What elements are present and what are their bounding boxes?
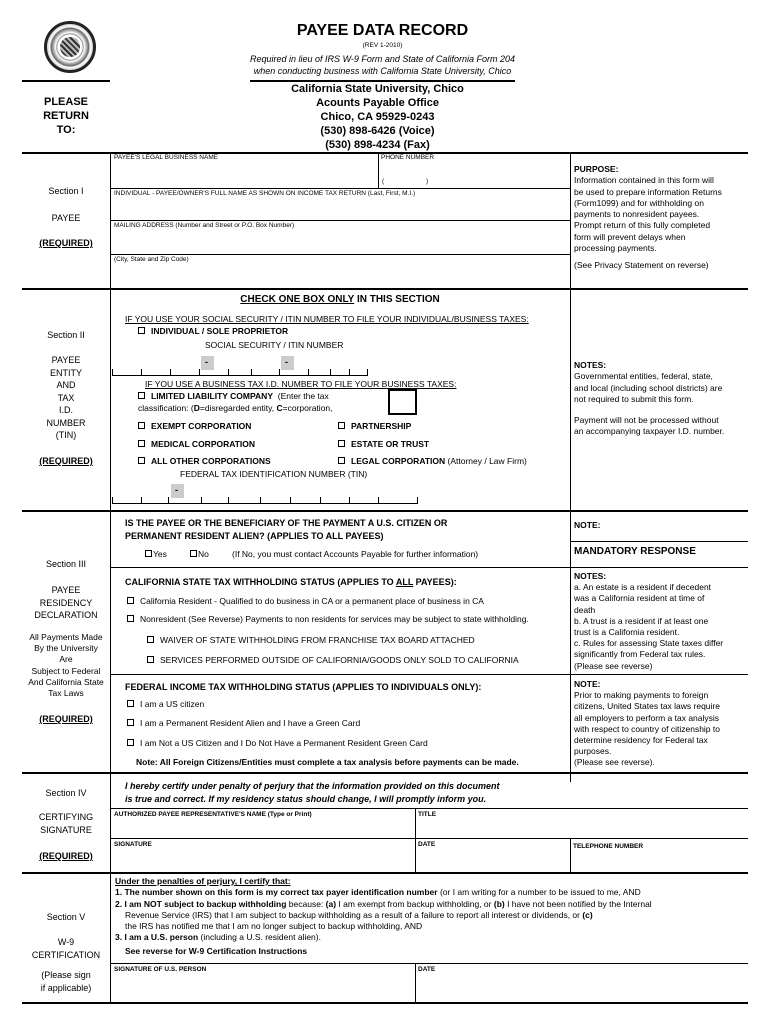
certification-line-2: is true and correct. If my residency status should change, I will promptly inform you. [125, 794, 487, 804]
section-3-notes-7: significantly from Federal tax rules. [574, 649, 706, 660]
medical-corp-label: MEDICAL CORPORATION [151, 439, 256, 449]
section-2-required: (REQUIRED) [39, 456, 93, 466]
citizenship-question-1: IS THE PAYEE OR THE BENEFICIARY OF THE PAYMENT A U.S. CITIZEN OR [125, 518, 448, 528]
llc-note-2b: D [193, 403, 200, 413]
section-3-notes-8: (Please see reverse) [574, 660, 653, 671]
university-seal-logo [44, 21, 96, 73]
purpose-line-4: payments to nonresident payees. [574, 209, 700, 220]
phone-label: PHONE NUMBER [381, 154, 435, 161]
section-3-notes-2: was a California resident at time of [574, 593, 705, 604]
section-3-small-5: And California State [28, 676, 104, 687]
note-label: NOTE: [574, 520, 601, 530]
w9-item-2d: I am exempt from backup withholding, or [336, 898, 494, 909]
section-3-small-3: Are [59, 654, 73, 665]
not-us-option[interactable] [127, 738, 428, 748]
date-label: DATE [418, 841, 436, 848]
section-3-sub-2: RESIDENCY [39, 597, 93, 608]
phone-paren-close: ) [426, 178, 429, 185]
federal-note-2: citizens, United States tax laws require [574, 701, 720, 712]
section-2-sub-7: (TIN) [55, 430, 77, 440]
mailing-address-label: MAILING ADDRESS (Number and Street or P.O. Box Number) [114, 222, 295, 229]
certification-statement [125, 780, 500, 806]
other-corp-label: ALL OTHER CORPORATIONS [151, 456, 271, 466]
estate-trust-checkbox[interactable] [338, 440, 345, 447]
estate-trust-option[interactable] [338, 439, 429, 449]
mailing-address-field[interactable] [112, 230, 568, 252]
full-name-label: INDIVIDUAL - PAYEE/OWNER'S FULL NAME AS SHOWN ON INCOME TAX RETURN (Last, First, M.I.) [114, 190, 416, 197]
foreign-citizens-note: Note: All Foreign Citizens/Entities must complete a tax analysis before payments can be made. [136, 757, 519, 767]
w9-see-reverse: See reverse for W-9 Certification Instructions [125, 945, 308, 956]
purpose-line-1: Information contained in this form will [574, 175, 714, 186]
certification-line-1: I hereby certify under penalty of perjury that the information provided on this document [125, 781, 500, 791]
section-3-notes-5: trust is a California resident. [574, 627, 680, 638]
section-3-notes-4: b. A trust is a resident if at least one [574, 615, 709, 626]
legal-corp-option[interactable] [338, 456, 527, 466]
purpose-line-6: form will prevent delays when [574, 231, 686, 242]
section-3-notes-3: death [574, 604, 596, 615]
section-3-sub [22, 584, 110, 622]
exempt-corp-label: EXEMPT CORPORATION [151, 421, 252, 431]
section-5-title: Section V [46, 912, 86, 922]
privacy-statement-note: (See Privacy Statement on reverse) [574, 260, 709, 271]
w9-date-field[interactable] [417, 974, 747, 1000]
section-2-sub-3: AND [56, 380, 76, 390]
citizenship-question-2: PERMANENT RESIDENT ALIEN? (APPLIES TO ALL PAYEES) [125, 530, 384, 541]
us-person-signature-label: SIGNATURE OF U.S. PERSON [114, 966, 207, 973]
section-3-tax-law-note [22, 632, 110, 699]
w9-item-2b: because: [286, 898, 326, 909]
section-2-sub-5: I.D. [58, 405, 73, 415]
fein-input-field[interactable] [110, 484, 420, 504]
purpose-text [574, 164, 748, 272]
section-2-sub [22, 354, 110, 442]
legal-corp-note: (Attorney / Law Firm) [445, 456, 527, 466]
purpose-line-7: processing payments. [574, 243, 657, 254]
nonresident-checkbox[interactable] [127, 615, 134, 622]
fein-dash: - [175, 485, 178, 495]
llc-classification-box[interactable] [388, 389, 417, 415]
llc-note-2c: =disregarded entity, [199, 403, 277, 413]
us-person-signature-field[interactable] [112, 974, 412, 1000]
ssn-dash-2: - [285, 357, 288, 367]
partnership-option[interactable] [338, 421, 411, 431]
section-5-sub-2: CERTIFICATION [31, 949, 101, 960]
llc-classification-note [138, 403, 333, 413]
section-2-notes-2: and local (including school districts) are [574, 382, 723, 393]
city-state-zip-label: (City, State and Zip Code) [114, 256, 189, 263]
return-address-line-4: (530) 898-6426 (Voice) [320, 125, 435, 137]
section-3-small-2: By the University [34, 643, 98, 654]
purpose-line-5: Prompt return of this fully completed [574, 220, 711, 231]
medical-corp-option[interactable] [138, 439, 255, 449]
return-to-label-1: PLEASE [43, 96, 88, 108]
w9-item-3b: (including a U.S. resident alien). [198, 932, 321, 943]
federal-note-6: purposes. [574, 746, 612, 757]
individual-option[interactable] [138, 326, 288, 336]
return-address [245, 82, 510, 152]
section-4-sub-1: CERTIFYING [38, 812, 94, 822]
if-no-note: (If No, you must contact Accounts Payable for further information) [232, 549, 479, 559]
tin-instruction: IF YOU USE A BUSINESS TAX I.D. NUMBER TO FILE YOUR BUSINESS TAXES: [145, 379, 457, 389]
no-checkbox[interactable] [190, 550, 197, 557]
partnership-label: PARTNERSHIP [351, 421, 412, 431]
form-title: PAYEE DATA RECORD [296, 22, 469, 39]
services-outside-checkbox[interactable] [147, 656, 154, 663]
us-citizen-option[interactable] [127, 699, 204, 709]
federal-note [574, 679, 748, 769]
section-2-notes-4: Payment will not be processed without [574, 415, 719, 426]
check-one-box-rest: IN THIS SECTION [354, 294, 440, 305]
w9-item-1a: 1. The number shown on this form is my correct tax payer identification number [115, 887, 438, 898]
w9-item-1b: (or I am writing for a number to be issued to me, AND [437, 887, 641, 898]
telephone-label: TELEPHONE NUMBER [573, 843, 644, 850]
section-1-required: (REQUIRED) [39, 238, 93, 248]
federal-note-3: all employers to perform a tax analysis [574, 712, 720, 723]
ca-withholding-heading [125, 577, 457, 587]
return-address-line-5: (530) 898-4234 (Fax) [325, 139, 430, 151]
federal-note-5: determine residency for Federal tax [574, 735, 708, 746]
section-2-sub-6: NUMBER [46, 417, 86, 428]
purpose-title: PURPOSE: [574, 164, 619, 174]
legal-corp-checkbox[interactable] [338, 457, 345, 464]
w9-penalties: Under the penalties of perjury, I certify that: [115, 876, 291, 886]
section-3-notes-6: c. Rules for assessing State taxes differ [574, 638, 724, 649]
ca-resident-option[interactable] [127, 596, 484, 606]
llc-note-1: (Enter the tax [277, 391, 329, 401]
citizenship-question [125, 517, 447, 542]
section-3-small-6: Tax Laws [48, 688, 84, 699]
individual-option-label: INDIVIDUAL / SOLE PROPRIETOR [151, 326, 289, 336]
llc-label: LIMITED LIABILITY COMPANY [151, 391, 273, 401]
section-2-notes-title: NOTES: [574, 360, 607, 370]
form-revision: (REV 1-2010) [362, 42, 403, 49]
section-5-sub-4: if applicable) [40, 982, 92, 993]
section-2-notes-1: Governmental entities, federal, state, [574, 371, 713, 382]
section-4-sub [22, 811, 110, 836]
section-3-notes-title: NOTES: [574, 571, 607, 581]
signature-field[interactable] [112, 848, 412, 870]
return-address-line-3: Chico, CA 95929-0243 [320, 111, 435, 123]
w9-item-2i: the IRS has notified me that I am no longer subject to backup withholding, AND [125, 921, 423, 932]
return-address-line-2: Acounts Payable Office [316, 97, 439, 109]
section-3-required: (REQUIRED) [39, 714, 93, 724]
return-to-label-3: TO: [56, 123, 76, 136]
perm-resident-checkbox[interactable] [127, 719, 134, 726]
nonresident-option[interactable] [127, 614, 529, 624]
signature-label: SIGNATURE [114, 841, 152, 848]
partnership-checkbox[interactable] [338, 422, 345, 429]
form-subtitle-1: Required in lieu of IRS W-9 Form and State of California Form 204 [250, 54, 515, 64]
form-subtitle-2: when conducting business with California State University, Chico [253, 66, 512, 76]
full-name-field[interactable] [112, 198, 568, 218]
individual-checkbox[interactable] [138, 327, 145, 334]
section-2-sub-2: ENTITY [49, 367, 82, 378]
us-citizen-label: I am a US citizen [140, 699, 205, 709]
yes-label: Yes [153, 549, 167, 559]
city-state-zip-field[interactable] [112, 264, 568, 284]
check-one-box-heading [110, 294, 570, 305]
rep-name-field[interactable] [112, 818, 412, 836]
estate-trust-label: ESTATE OR TRUST [351, 439, 430, 449]
w9-item-2f: I have not been notified by the Internal [504, 898, 652, 909]
nonresident-label: Nonresident (See Reverse) Payments to non residents for services may be subject to state withholding. [140, 614, 529, 624]
section-3-title: Section III [45, 559, 87, 569]
medical-corp-checkbox[interactable] [138, 440, 145, 447]
section-2-sub-4: TAX [57, 392, 75, 403]
purpose-line-2: be used to prepare information Returns [574, 186, 722, 197]
section-3-small-4: Subject to Federal [31, 665, 101, 676]
title-field[interactable] [417, 818, 747, 836]
section-2-title: Section II [47, 330, 85, 340]
us-citizen-checkbox[interactable] [127, 700, 134, 707]
other-corp-checkbox[interactable] [138, 457, 145, 464]
legal-name-label: PAYEE'S LEGAL BUSINESS NAME [114, 154, 219, 161]
ca-resident-checkbox[interactable] [127, 597, 134, 604]
section-4-required: (REQUIRED) [39, 851, 93, 861]
legal-corp-label: LEGAL CORPORATION [351, 456, 446, 466]
mandatory-response: MANDATORY RESPONSE [574, 546, 696, 557]
exempt-corp-option[interactable] [138, 421, 251, 431]
llc-checkbox[interactable] [138, 392, 145, 399]
w9-date-label: DATE [418, 966, 436, 973]
section-2-notes [574, 360, 748, 438]
ssn-dash-1: - [205, 357, 208, 367]
other-corp-option[interactable] [138, 456, 271, 466]
no-label: No [198, 549, 209, 559]
return-to-label [22, 96, 110, 137]
section-5-sub-1: W-9 [57, 937, 75, 947]
ssn-label: SOCIAL SECURITY / ITIN NUMBER [205, 340, 344, 350]
ca-title-b: ALL [395, 577, 414, 587]
w9-item-2g: Revenue Service (IRS) that I am subject to backup withholding as a result of a failure to report all interest or dividends, or [125, 909, 583, 920]
w9-item-2c: (a) [325, 898, 337, 909]
services-outside-label: SERVICES PERFORMED OUTSIDE OF CALIFORNIA/GOODS ONLY SOLD TO CALIFORNIA [160, 655, 519, 665]
section-4-title: Section IV [45, 788, 87, 798]
federal-note-1: Prior to making payments to foreign [574, 690, 709, 701]
title-label: TITLE [418, 811, 437, 818]
section-3-small-1: All Payments Made [29, 632, 103, 642]
federal-withholding-heading: FEDERAL INCOME TAX WITHHOLDING STATUS (APPLIES TO INDIVIDUALS ONLY): [125, 682, 482, 692]
legal-name-field[interactable] [112, 162, 376, 186]
section-3-sub-3: DECLARATION [34, 610, 98, 620]
section-3-sub-1: PAYEE [51, 585, 81, 595]
section-1-sub: PAYEE [51, 213, 81, 223]
llc-note-2e: =corporation, [282, 403, 333, 413]
not-us-label: I am Not a US Citizen and I Do Not Have a Permanent Resident Green Card [140, 738, 428, 748]
yes-checkbox[interactable] [145, 550, 152, 557]
section-3-notes-1: a. An estate is a resident if decedent [574, 582, 712, 593]
w9-certification-text [115, 876, 745, 957]
ca-resident-label: California Resident - Qualified to do business in CA or a permanent place of business in CA [140, 596, 484, 606]
federal-note-4: with respect to country of citizenship to [574, 723, 720, 734]
federal-note-7: (Please see reverse). [574, 757, 655, 768]
ca-title-c: PAYEES): [413, 577, 457, 587]
llc-note-2a: classification: ( [138, 403, 194, 413]
ssn-input-field[interactable] [110, 356, 370, 376]
waiver-option[interactable] [147, 635, 475, 645]
not-us-checkbox[interactable] [127, 739, 134, 746]
ca-title-a: CALIFORNIA STATE TAX WITHHOLDING STATUS (APPLIES TO [125, 577, 396, 587]
purpose-line-3: (Form1099) and for withholding on [574, 197, 704, 208]
llc-option[interactable] [138, 391, 329, 401]
check-one-box-emphasis: CHECK ONE BOX ONLY [240, 294, 355, 305]
phone-paren-open: ( [382, 178, 385, 185]
section-2-notes-3: not required to submit this form. [574, 393, 694, 404]
return-address-line-1: California State University, Chico [291, 83, 464, 95]
fein-label: FEDERAL TAX IDENTIFICATION NUMBER (TIN) [180, 469, 368, 479]
waiver-label: WAIVER OF STATE WITHHOLDING FROM FRANCHISE TAX BOARD ATTACHED [160, 635, 475, 645]
section-3-notes [574, 571, 748, 672]
perm-resident-label: I am a Permanent Resident Alien and I have a Green Card [140, 718, 361, 728]
waiver-checkbox[interactable] [147, 636, 154, 643]
return-to-label-2: RETURN [43, 109, 89, 122]
section-4-sub-2: SIGNATURE [40, 824, 92, 835]
perm-resident-option[interactable] [127, 718, 360, 728]
ssn-instruction: IF YOU USE YOUR SOCIAL SECURITY / ITIN NUMBER TO FILE YOUR INDIVIDUAL/BUSINESS TAXES: [125, 314, 529, 324]
section-2-notes-5: an accompanying taxpayer I.D. number. [574, 426, 725, 437]
rep-name-label: AUTHORIZED PAYEE REPRESENTATIVE'S NAME (Type or Print) [114, 811, 312, 818]
federal-note-title: NOTE: [574, 679, 601, 689]
no-option[interactable] [190, 549, 209, 559]
section-2-sub-1: PAYEE [51, 355, 81, 365]
llc-note-2d: C [276, 403, 283, 413]
phone-field[interactable] [380, 162, 568, 186]
yes-option[interactable] [145, 549, 167, 559]
w9-item-2a: 2. I am NOT subject to backup withholding [115, 898, 287, 909]
services-outside-option[interactable] [147, 655, 519, 665]
date-field[interactable] [417, 848, 567, 870]
w9-item-2e: (b) [493, 898, 505, 909]
section-1-title: Section I [48, 186, 84, 196]
exempt-corp-checkbox[interactable] [138, 422, 145, 429]
telephone-field[interactable] [572, 852, 747, 870]
section-5-sub-3: (Please sign [41, 970, 91, 980]
w9-item-2h: (c) [582, 909, 593, 920]
section-5-sub [22, 936, 110, 994]
w9-item-3a: 3. I am a U.S. person [115, 932, 199, 943]
